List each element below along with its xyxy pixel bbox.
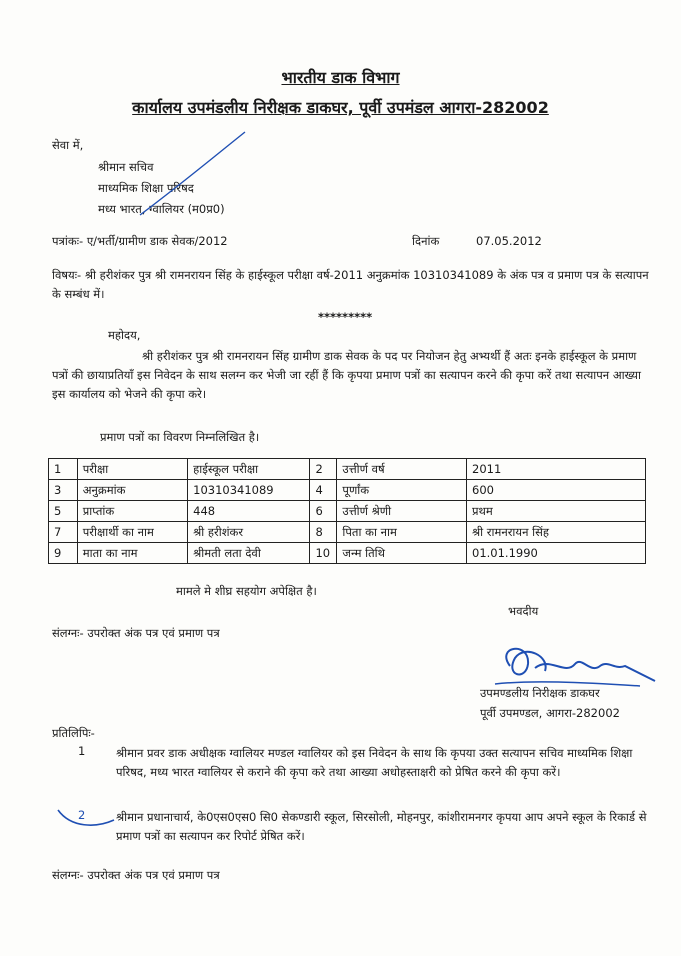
table-cell: 6 xyxy=(310,501,337,522)
pen-underline-mark xyxy=(56,800,116,830)
table-row xyxy=(49,543,646,564)
table-cell: उत्तीर्ण श्रेणी xyxy=(337,501,467,522)
copy-item-number: 1 xyxy=(78,744,86,758)
addressee-line-3: मध्य भारत, ग्वालियर (म0प्र0) xyxy=(98,202,225,216)
closing: भवदीय xyxy=(508,604,539,618)
table-cell: परीक्षा xyxy=(77,459,187,480)
greeting: महोदय, xyxy=(108,328,141,342)
table-intro: प्रमाण पत्रों का विवरण निम्नलिखित है। xyxy=(100,430,260,444)
office-title: कार्यालय उपमंडलीय निरीक्षक डाकघर, पूर्वी उपमंडल आगरा-282002 xyxy=(132,98,549,117)
addressee-line-2: माध्यमिक शिक्षा परिषद xyxy=(98,181,194,195)
table-cell: 4 xyxy=(310,480,337,501)
signatory-office: पूर्वी उपमण्डल, आगरा-282002 xyxy=(480,706,620,720)
enclosure-bottom: संलग्नः- उपरोक्त अंक पत्र एवं प्रमाण पत्र xyxy=(52,868,220,882)
body-paragraph: श्री हरीशंकर पुत्र श्री रामनरायन सिंह ग्रामीण डाक सेवक के पद पर नियोजन हेतु अभ्यर्थी हैं अतः इनके हाईस्कूल के प्रमाण पत्रों की छायाप्रतियाँ इस निवेदन के साथ सलग्न कर भेजी जा रहीं हैं कि कृपया प्रमाण पत्रों का सत्यापन करने की कृपा करें तथा सत्यापन आख्या इस कार्यालय को भेजने की कृपा करे। xyxy=(52,349,641,401)
table-cell: उत्तीर्ण वर्ष xyxy=(337,459,467,480)
letter-number: पत्रांकः- ए/भर्ती/ग्रामीण डाक सेवक/2012 xyxy=(52,234,228,248)
table-cell: 448 xyxy=(188,501,310,522)
table-row xyxy=(49,480,646,501)
request-line: मामले मे शीघ्र सहयोग अपेक्षित है। xyxy=(176,584,317,598)
table-cell: 3 xyxy=(49,480,78,501)
table-cell: 1 xyxy=(49,459,78,480)
table-cell: हाईस्कूल परीक्षा xyxy=(188,459,310,480)
copy-to-label: प्रतिलिपिः- xyxy=(52,726,95,740)
certificate-details-table xyxy=(48,458,646,564)
pen-tick-mark xyxy=(130,130,250,220)
table-cell: 600 xyxy=(467,480,646,501)
subject: विषयः- श्री हरीशंकर पुत्र श्री रामनरायन सिंह के हाईस्कूल परीक्षा वर्ष-2011 अनुक्रमांक 10310341089 के अंक पत्र व प्रमाण पत्र के सत्यापन के सम्बंध में। xyxy=(52,268,649,301)
table-cell: 01.01.1990 xyxy=(467,543,646,564)
table-cell: 10310341089 xyxy=(188,480,310,501)
copy-item-text: श्रीमान प्रधानाचार्य, के0एस0एस0 सि0 सेकण्डारी स्कूल, सिरसोली, मोहनपुर, कांशीरामनगर कृपया आप अपने स्कूल के रिकार्ड से प्रमाण पत्रों का सत्यापन कर रिपोर्ट प्रेषित करें। xyxy=(116,810,647,843)
table-cell: 10 xyxy=(310,543,337,564)
signatory-designation: उपमण्डलीय निरीक्षक डाकघर xyxy=(480,686,600,700)
table-cell: 8 xyxy=(310,522,337,543)
table-cell: 5 xyxy=(49,501,78,522)
table-cell: 9 xyxy=(49,543,78,564)
date-label: दिनांक xyxy=(412,234,440,248)
table-row xyxy=(49,501,646,522)
table-cell: श्रीमती लता देवी xyxy=(188,543,310,564)
addressee-line-1: श्रीमान सचिव xyxy=(98,160,154,174)
table-row xyxy=(49,522,646,543)
table-cell: श्री रामनरायन सिंह xyxy=(467,522,646,543)
table-cell: 7 xyxy=(49,522,78,543)
table-cell: पिता का नाम xyxy=(337,522,467,543)
table-cell: पूर्णांक xyxy=(337,480,467,501)
table-cell: माता का नाम xyxy=(77,543,187,564)
copy-item-number: 2 xyxy=(78,808,86,822)
table-cell: परीक्षार्थी का नाम xyxy=(77,522,187,543)
enclosure: संलग्नः- उपरोक्त अंक पत्र एवं प्रमाण पत्र xyxy=(52,626,220,640)
table-cell: श्री हरीशंकर xyxy=(188,522,310,543)
table-cell: प्राप्तांक xyxy=(77,501,187,522)
table-cell: अनुक्रमांक xyxy=(77,480,187,501)
date-value: 07.05.2012 xyxy=(476,234,542,248)
table-row xyxy=(49,459,646,480)
table-cell: 2011 xyxy=(467,459,646,480)
separator: ********* xyxy=(318,310,373,324)
department-title: भारतीय डाक विभाग xyxy=(281,68,400,87)
table-cell: प्रथम xyxy=(467,501,646,522)
salutation-to: सेवा में, xyxy=(52,138,84,152)
table-cell: 2 xyxy=(310,459,337,480)
copy-item-text: श्रीमान प्रवर डाक अधीक्षक ग्वालियर मण्डल ग्वालियर को इस निवेदन के साथ कि कृपया उक्त सत्यापन सचिव माध्यमिक शिक्षा परिषद, मध्य भारत ग्वालियर से कराने की कृपा करे तथा आख्या अधोहस्ताक्षरी को प्रेषित करने की कृपा करें। xyxy=(116,746,633,779)
table-cell: जन्म तिथि xyxy=(337,543,467,564)
